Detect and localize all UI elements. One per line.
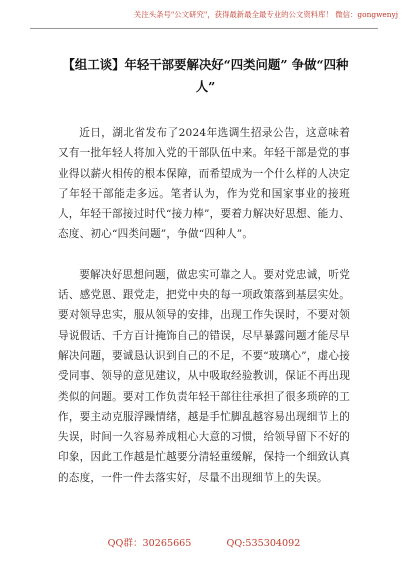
footer-qq-contact: QQ:535304092 xyxy=(226,538,301,549)
paragraph-thought: 要解决好思想问题，做忠实可靠之人。要对党忠诚，听党话、感党恩、跟党走，把党中央的每一项政策落到基层实处。要对领导忠实，服从领导的安排，出现工作失误时，不要对领导说假话、千方百计掩饰自己的错误，尽早暴露问题才能尽早解决问题，要诚恳认识到自己的不足，不要“玻璃心”，虚心接受同事、领导的意见建议，从中吸取经验教训，保证不再出现类似的问题。要对工作负责年轻干部往往承担了很多琐碎的工作，要主动克服浮躁情绪，越是手忙脚乱越容易出现细节上的失误，时间一久容易养成粗心大意的习惯，给领导留下不好的印象，因此工作越是忙越要分清轻重缓解，保持一个细致认真的态度，一件一件去落实好，尽量不出现细节上的失误。 xyxy=(58,268,350,484)
footer-contacts xyxy=(0,535,408,549)
paragraph-intro: 近日，湖北省发布了2024年选调生招录公告，这意味着又有一批年轻人将加入党的干部队伍中来。年轻干部是党的事业得以薪火相传的根本保障，而希望成为一个什么样的人决定了年轻干部能走多远。笔者认为，作为党和国家事业的接班人，年轻干部接过时代“接力棒”，要着力解决好思想、能力、态度、初心“四类问题”，争做“四种人”。 xyxy=(58,127,350,241)
document-body xyxy=(58,123,350,508)
header-banner: 关注头条号"公文研究"，获得最新最全最专业的公文资料库！ 微信：gongwenyj xyxy=(133,10,398,19)
footer-qq-group: QQ群：30265665 xyxy=(107,538,192,549)
document-title: 【组工谈】年轻干部要解决好“四类问题” 争做“四种人” xyxy=(62,57,349,94)
header-divider xyxy=(30,28,378,29)
